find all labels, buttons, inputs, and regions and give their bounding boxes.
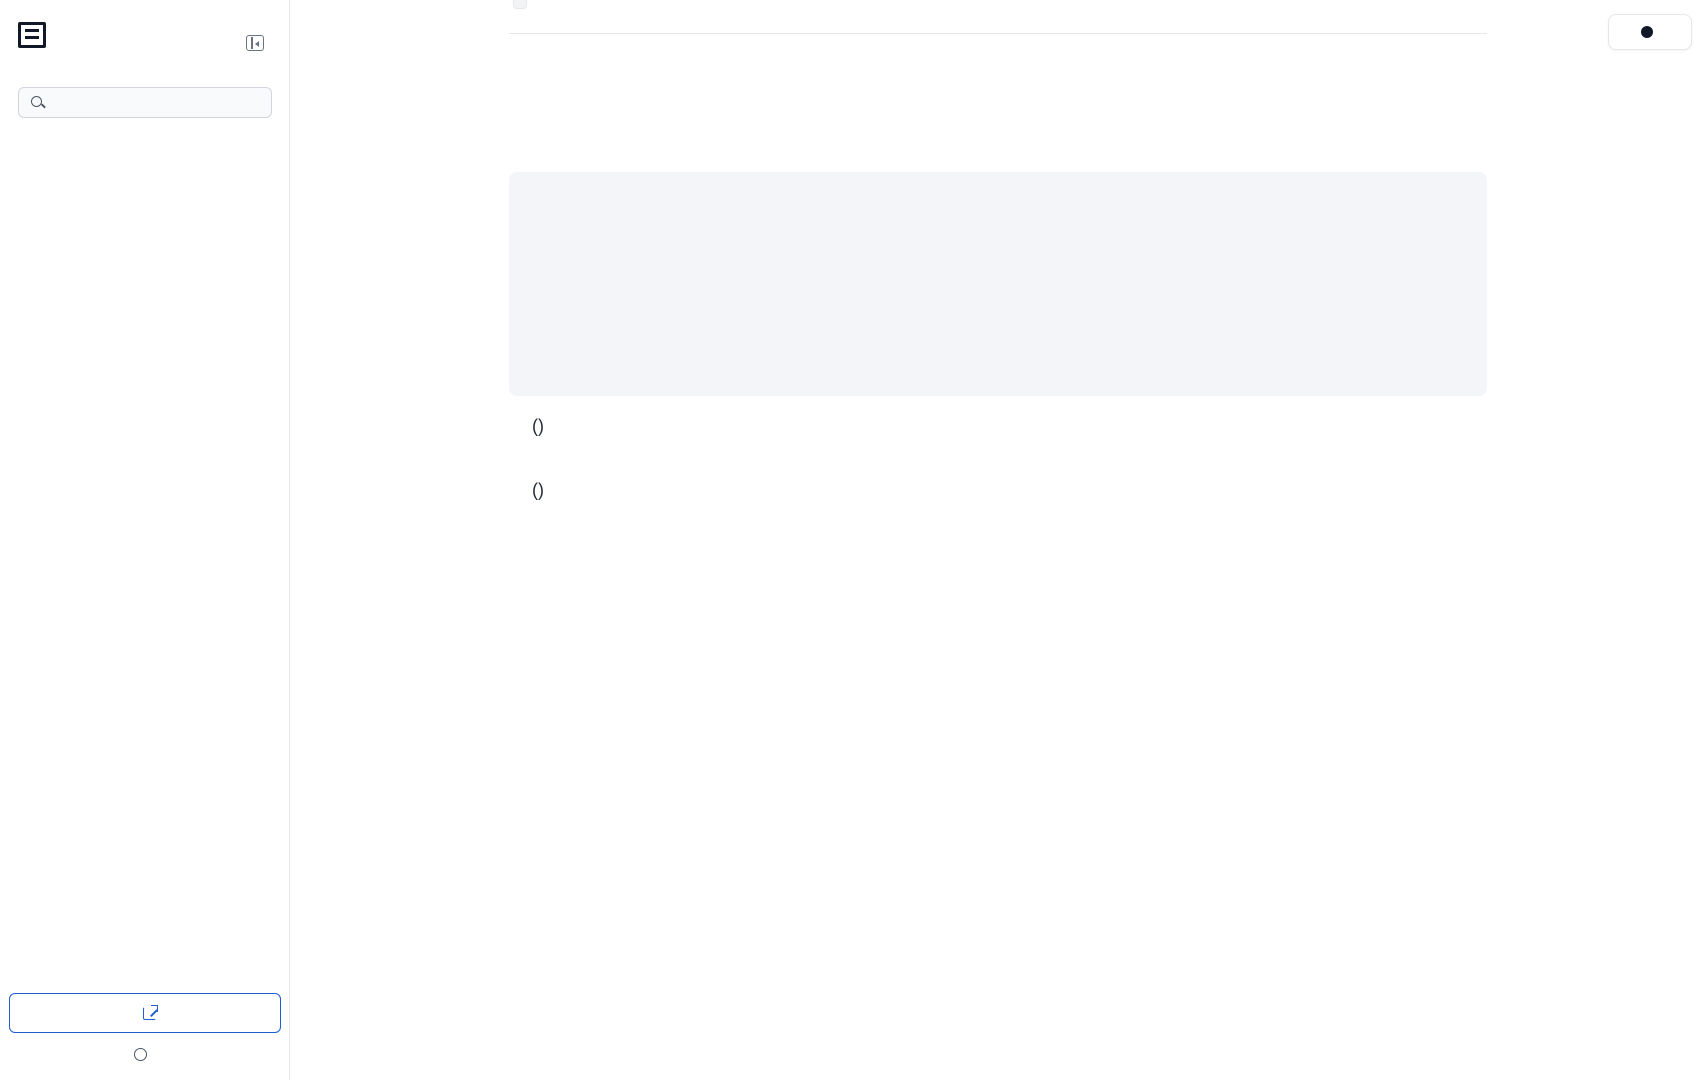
search-input[interactable] — [55, 95, 255, 111]
source-line — [509, 0, 527, 7]
search-box[interactable] — [18, 87, 272, 118]
sidebar-description: () — [532, 480, 544, 500]
github-icon — [134, 1048, 147, 1061]
sidebar — [0, 0, 290, 1080]
main-content[interactable] — [291, 0, 1705, 1080]
github-link[interactable] — [0, 1048, 290, 1061]
brand[interactable] — [18, 22, 59, 64]
external-link-icon — [143, 1007, 156, 1020]
collapse-sidebar-icon[interactable] — [246, 35, 264, 51]
search-icon — [31, 96, 45, 110]
divider — [509, 33, 1487, 34]
theme-toggle-button[interactable] — [1608, 14, 1692, 50]
sidebar-nav[interactable] — [0, 128, 290, 978]
c3-logo — [18, 22, 46, 64]
moon-dot-icon — [1641, 26, 1653, 38]
open-figma-button[interactable] — [9, 993, 281, 1033]
code-block — [509, 172, 1487, 396]
source-code — [513, 0, 527, 9]
navrail-description: () — [532, 416, 544, 436]
